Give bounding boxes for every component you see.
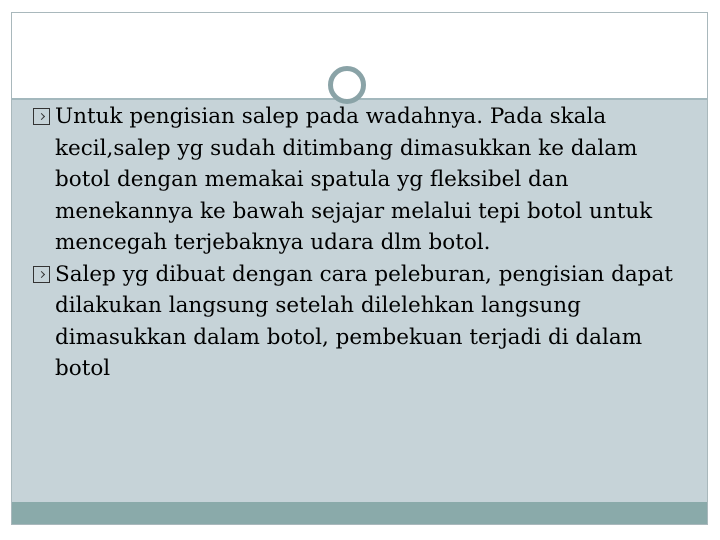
- bullet-text: Salep yg dibuat dengan cara peleburan, pengisian dapat dilakukan langsung setelah dilelehkan langsung dimasukkan dalam botol, pembekuan terjadi di dalam botol: [55, 261, 673, 381]
- missing-glyph-box-icon: [33, 266, 50, 283]
- circle-ornament: [328, 66, 366, 104]
- missing-glyph-box-icon: [33, 108, 50, 125]
- bullet-list: [33, 101, 693, 385]
- bullet-text: Untuk pengisian salep pada wadahnya. Pada skala kecil,salep yg sudah ditimbang dimasukkan ke dalam botol dengan memakai spatula yg fleksibel dan menekannya ke bawah sejajar melalui tepi botol untuk mencegah terjebaknya udara dlm botol.: [55, 104, 653, 255]
- bottom-accent-bar: [12, 502, 707, 524]
- bullet-item: [33, 101, 693, 259]
- bullet-item: [33, 259, 693, 385]
